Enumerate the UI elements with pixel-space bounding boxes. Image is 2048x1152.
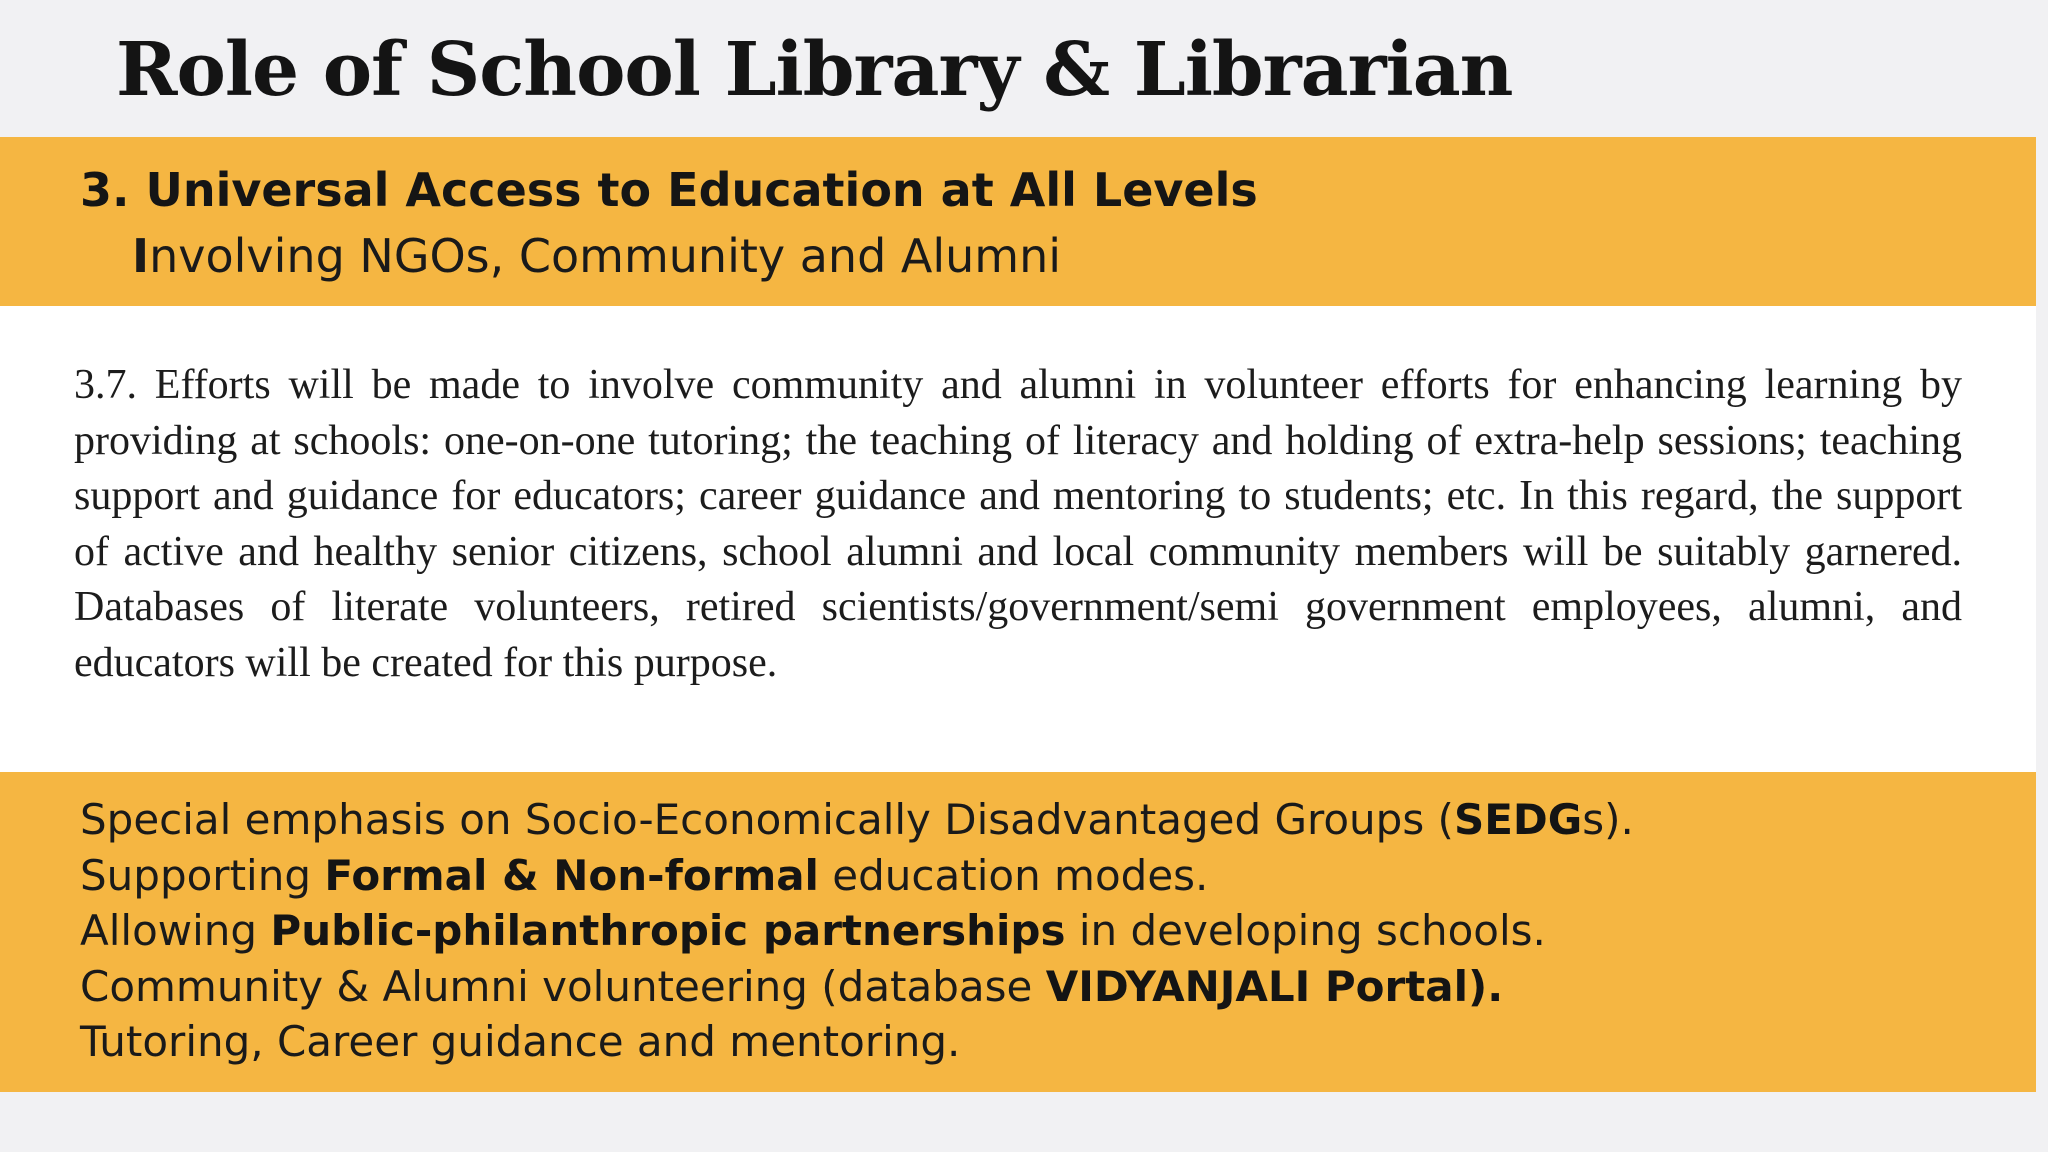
section-subheading bbox=[132, 227, 1061, 285]
key-point-emphasis: VIDYANJALI Portal). bbox=[1045, 961, 1504, 1011]
subheading-text: nvolving NGOs, Community and Alumni bbox=[149, 229, 1062, 283]
key-point-tutoring bbox=[80, 1014, 1634, 1070]
key-point-text: Tutoring, Career guidance and mentoring. bbox=[80, 1017, 961, 1066]
section-header-band bbox=[0, 137, 2036, 306]
key-point-education-modes bbox=[80, 848, 1634, 904]
key-point-text: in developing schools. bbox=[1065, 906, 1546, 955]
key-point-emphasis: Public-philanthropic partnerships bbox=[270, 906, 1066, 955]
key-point-text: Special emphasis on Socio-Economically Disadvantaged Groups ( bbox=[80, 795, 1454, 844]
key-point-text: education modes. bbox=[818, 850, 1209, 900]
slide-title: Role of School Library & Librarian bbox=[116, 27, 1513, 113]
key-points-list bbox=[80, 792, 1634, 1070]
key-point-text: Community & Alumni volunteering (database bbox=[80, 961, 1046, 1011]
key-point-text: s). bbox=[1582, 795, 1634, 844]
key-point-emphasis: Formal & Non-formal bbox=[324, 850, 819, 900]
key-point-text: Allowing bbox=[80, 906, 271, 955]
key-point-emphasis: SEDG bbox=[1453, 795, 1583, 844]
key-points-band bbox=[0, 772, 2036, 1092]
policy-excerpt-text: 3.7. Efforts will be made to involve community and alumni in volunteer efforts for enhancing learning by providing at schools: one-on-one tutoring; the teaching of literacy and holding of extra-help sessions; teaching support and guidance for educators; career guidance and mentoring to students; etc. In this regard, the support of active and healthy senior citizens, school alumni and local community members will be suitably garnered. Databases of literate volunteers, retired scientists/government/semi government employees, alumni, and educators will be created for this purpose. bbox=[74, 362, 1962, 686]
key-point-text: Supporting bbox=[80, 850, 325, 900]
key-point-partnerships bbox=[80, 903, 1634, 959]
subheading-initial: I bbox=[132, 229, 150, 283]
key-point-sedg bbox=[80, 792, 1634, 848]
section-heading: 3. Universal Access to Education at All Levels bbox=[80, 163, 1258, 217]
key-point-volunteering bbox=[80, 959, 1634, 1015]
policy-excerpt-panel bbox=[0, 306, 2036, 772]
